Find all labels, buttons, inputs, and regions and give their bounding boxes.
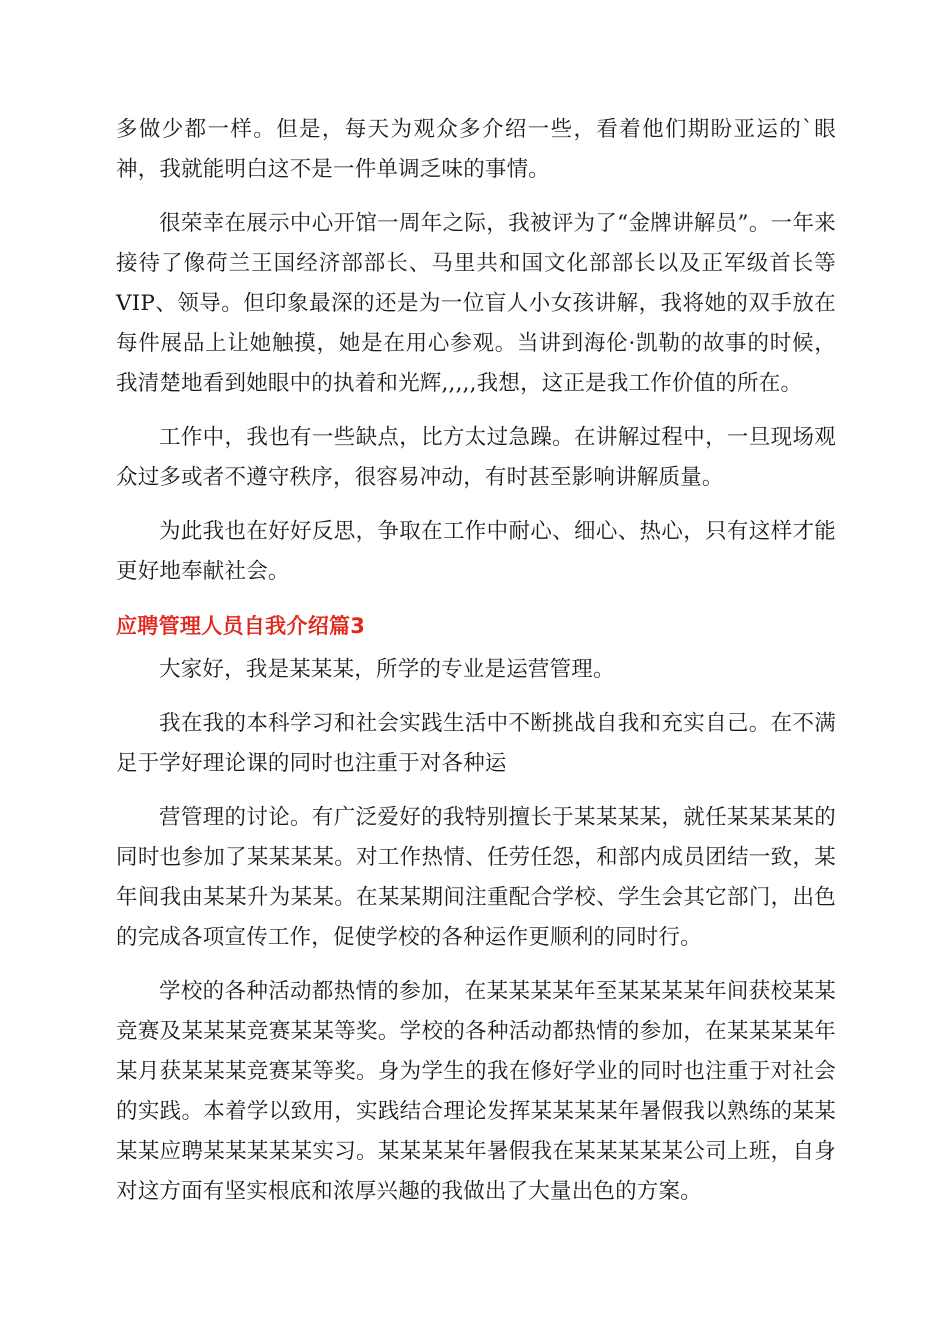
paragraph-gold-guide: 很荣幸在展示中心开馆一周年之际，我被评为了“金牌讲解员”。一年来接待了像荷兰王国经济部部长、马里共和国文化部部长以及正军级首长等VIP、领导。但印象最深的还是为一位盲人小女孩讲解，我将她的双手放在每件展品上让她触摸，她是在用心参观。当讲到海伦·凯勒的故事的时候，我清楚地看到她眼中的执着和光辉,,,,,我想，这正是我工作价值的所在。 <box>116 211 837 396</box>
paragraph-activities: 营管理的讨论。有广泛爱好的我特别擅长于某某某某，就任某某某某的同时也参加了某某某某。对工作热情、任劳任怨，和部内成员团结一致，某年间我由某某升为某某。在某某期间注重配合学校、学生会其它部门，出色的完成各项宣传工作，促使学校的各种运作更顺利的同时行。 <box>116 805 836 950</box>
document-body <box>116 110 836 1226</box>
section-heading: 应聘管理人员自我介绍篇3 <box>116 614 366 638</box>
paragraph-greeting: 大家好，我是某某某，所学的专业是运营管理。 <box>159 657 615 682</box>
paragraph-self-challenge: 我在我的本科学习和社会实践生活中不断挑战自我和充实自己。在不满足于学好理论课的同时也注重于对各种运 <box>116 711 836 776</box>
paragraph-reflection: 为此我也在好好反思，争取在工作中耐心、细心、热心，只有这样才能更好地奉献社会。 <box>116 519 836 584</box>
paragraph-awards-practice: 学校的各种活动都热情的参加，在某某某某年至某某某某年间获校某某竞赛及某某某竞赛某某等奖。学校的各种活动都热情的参加，在某某某某年某月获某某某竞赛某等奖。身为学生的我在修好学业的同时也注重于对社会的实践。本着学以致用，实践结合理论发挥某某某某年暑假我以熟练的某某某某应聘某某某某某实习。某某某某年暑假我在某某某某某公司上班，自身对这方面有坚实根底和浓厚兴趣的我做出了大量出色的方案。 <box>116 979 836 1204</box>
paragraph-shortcomings: 工作中，我也有一些缺点，比方太过急躁。在讲解过程中，一旦现场观众过多或者不遵守秩序，很容易冲动，有时甚至影响讲解质量。 <box>116 425 836 490</box>
paragraph-continuation: 多做少都一样。但是，每天为观众多介绍一些，看着他们期盼亚运的`眼神，我就能明白这不是一件单调乏味的事情。 <box>116 117 836 182</box>
